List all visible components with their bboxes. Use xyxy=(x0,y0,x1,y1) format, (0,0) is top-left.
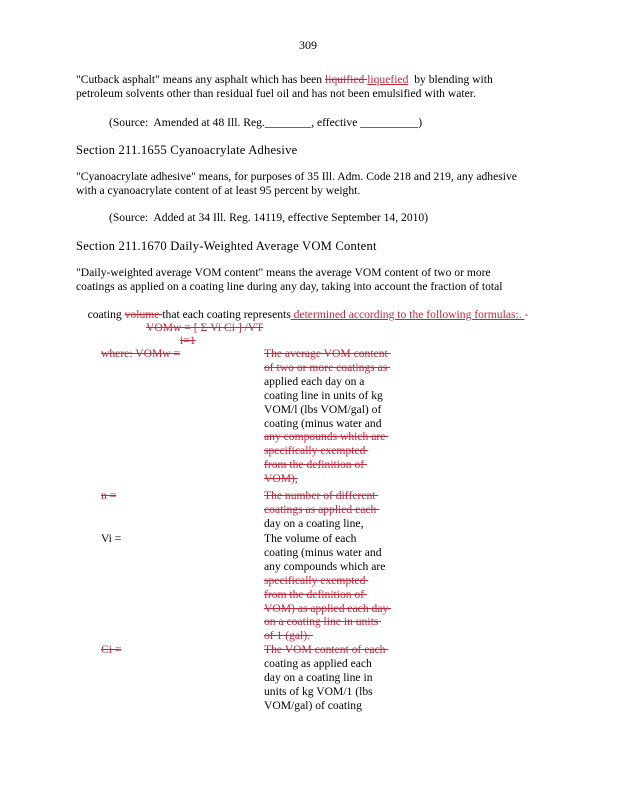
source-note-amended: (Source: Amended at 48 Ill. Reg.________, effective __________) xyxy=(109,116,423,129)
definition-line: specifically exempted xyxy=(264,444,369,458)
section-heading-1670: Section 211.1670 Daily-Weighted Average VOM Content xyxy=(76,239,377,253)
definition-line: coating line in units of kg xyxy=(264,388,383,402)
definition-line: The volume of each xyxy=(264,532,357,545)
term-ci: Ci = xyxy=(101,643,122,656)
term-vi: Vi = xyxy=(101,532,122,545)
cutback-definition-line-2: petroleum solvents other than residual fuel oil and has not been emulsified with water. xyxy=(76,87,476,100)
cutback-text-b: by blending with xyxy=(408,73,493,86)
vom-definition-line-1: "Daily-weighted average VOM content" means the average VOM content of two or more xyxy=(76,266,491,279)
definition-line: specifically exempted xyxy=(264,573,369,587)
page-number: 309 xyxy=(299,38,317,52)
source-note-added: (Source: Added at 34 Ill. Reg. 14119, effective September 14, 2010) xyxy=(109,211,429,224)
section-heading-1655: Section 211.1655 Cyanoacrylate Adhesive xyxy=(76,143,298,157)
inserted-dash: - xyxy=(524,308,529,321)
definition-line: VOM/l (lbs VOM/gal) of xyxy=(264,402,382,416)
definition-line: The VOM content of each xyxy=(264,643,389,656)
definition-line: on a coating line in units xyxy=(264,615,382,629)
definition-line: VOM) as applied each day xyxy=(264,601,392,615)
definition-line: applied each day on a xyxy=(264,374,365,388)
definition-line: coatings as applied each xyxy=(264,502,380,516)
definition-line: coating (minus water and xyxy=(264,416,382,430)
definition-line: coating (minus water and xyxy=(264,545,382,559)
cyanoacrylate-line-1: "Cyanoacrylate adhesive" means, for purposes of 35 Ill. Adm. Code 218 and 219, any adhesive xyxy=(76,170,517,183)
definition-line: day on a coating line, xyxy=(264,516,364,530)
definition-line: of 1 (gal). xyxy=(264,629,313,643)
vom-text-a: coating xyxy=(87,308,125,321)
inserted-text: determined according to the following formulas:. xyxy=(290,308,525,321)
definition-line: of two or more coatings as xyxy=(264,360,391,374)
definition-line: The number of different xyxy=(264,489,379,502)
definition-line: VOM), xyxy=(264,472,298,486)
formula-vomw: VOMw = [ Σ Vi Ci ] /VT xyxy=(146,321,264,334)
vom-text-b: that each coating represents xyxy=(162,308,291,321)
inserted-text: liquefied xyxy=(367,73,409,86)
definition-line: units of kg VOM/1 (lbs xyxy=(264,684,373,698)
definition-line: any compounds which are xyxy=(264,559,386,573)
definition-line: The average VOM content xyxy=(264,347,391,360)
deleted-text: volume xyxy=(124,308,163,321)
definition-line: any compounds which are xyxy=(264,430,389,444)
definition-line: coating as applied each xyxy=(264,656,372,670)
definition-line: VOM/gal) of coating xyxy=(264,698,362,712)
vom-definition-line-2: coatings as applied on a coating line during any day, taking into account the fraction of total xyxy=(76,280,503,293)
cutback-definition-line-1 xyxy=(76,73,493,87)
definition-line: day on a coating line in xyxy=(264,670,373,684)
deleted-text: liquified xyxy=(325,73,368,86)
formula-subscript: i=1 xyxy=(180,334,196,347)
vom-definition-line-3 xyxy=(76,294,528,336)
definition-line: from the definition of xyxy=(264,587,368,601)
definition-line: from the definition of xyxy=(264,458,368,472)
cyanoacrylate-line-2: with a cyanoacrylate content of at least 95 percent by weight. xyxy=(76,184,361,197)
term-vomw: where: VOMw = xyxy=(101,347,181,360)
term-n: n = xyxy=(101,489,117,502)
cutback-text-a: "Cutback asphalt" means any asphalt which has been xyxy=(76,73,325,86)
